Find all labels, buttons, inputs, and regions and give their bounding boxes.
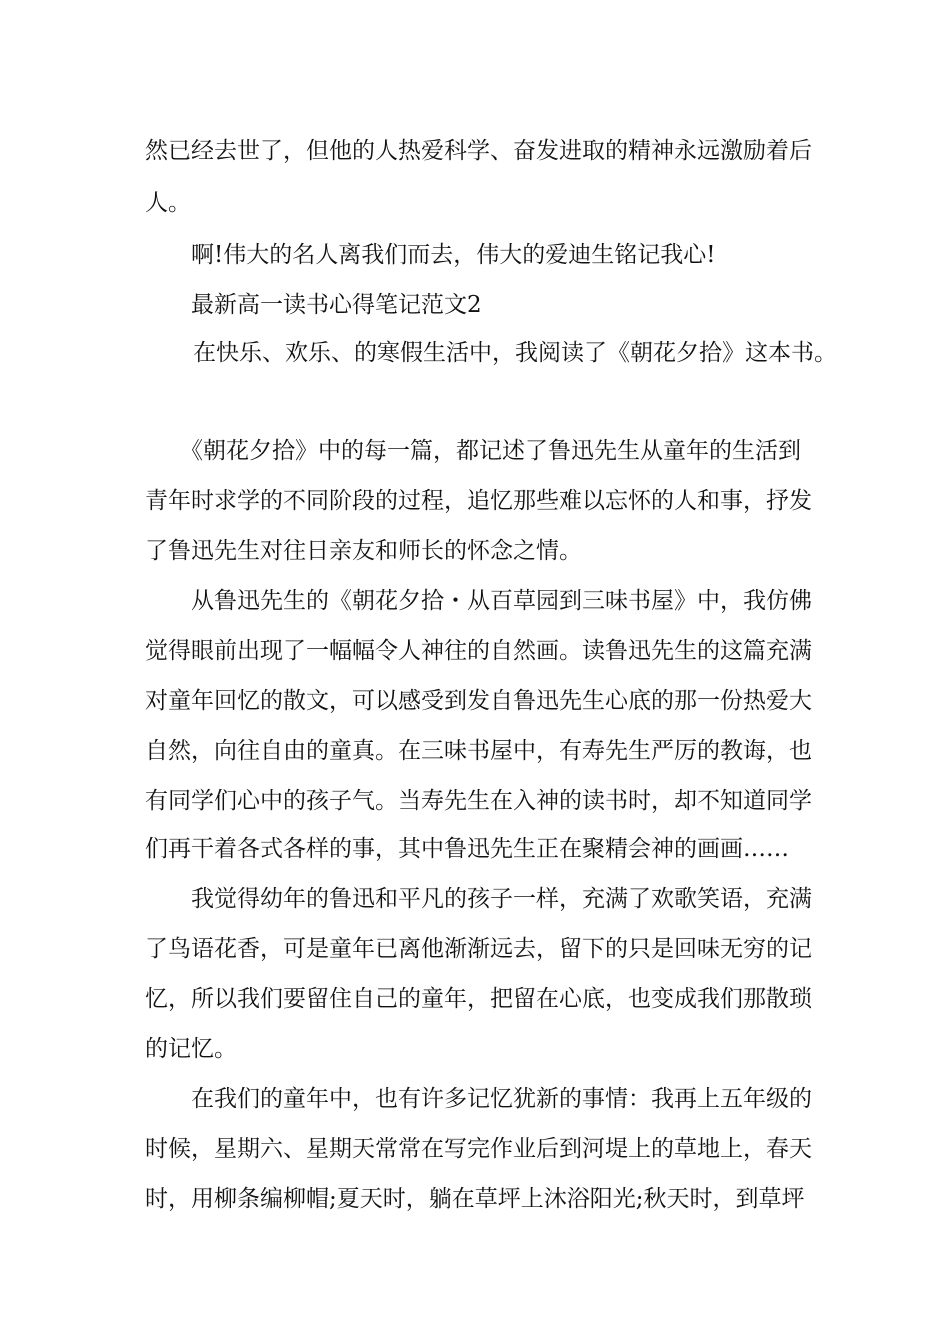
section-heading: 最新高一读书心得笔记范文2 [191,292,482,318]
text-line: 觉得眼前出现了一幅幅令人神往的自然画。读鲁迅先生的这篇充满 [145,638,812,664]
text-line: 忆，所以我们要留住自己的童年，把留在心底，也变成我们那散琐 [145,986,812,1012]
text-line: 的记忆。 [145,1036,237,1062]
text-line: 啊!伟大的名人离我们而去，伟大的爱迪生铭记我心! [191,242,716,268]
text-line: 了鸟语花香，可是童年已离他渐渐远去，留下的只是回味无穷的记 [145,936,812,962]
text-line: 从鲁迅先生的《朝花夕拾・从百草园到三味书屋》中，我仿佛 [191,588,812,614]
text-line: 有同学们心中的孩子气。当寿先生在入神的读书时，却不知道同学 [145,788,812,814]
text-line: 人。 [145,190,191,216]
text-line: 我觉得幼年的鲁迅和平凡的孩子一样，充满了欢歌笑语，充满 [191,886,812,912]
text-line: 青年时求学的不同阶段的过程，追忆那些难以忘怀的人和事，抒发 [145,488,812,514]
text-line: 对童年回忆的散文，可以感受到发自鲁迅先生心底的那一份热爱大 [145,688,812,714]
text-line: 了鲁迅先生对往日亲友和师长的怀念之情。 [145,538,582,564]
text-line: 自然，向往自由的童真。在三味书屋中，有寿先生严厉的教诲，也 [145,738,812,764]
text-line: 时候，星期六、星期天常常在写完作业后到河堤上的草地上，春天 [145,1136,812,1162]
text-line: 《朝花夕拾》中的每一篇，都记述了鲁迅先生从童年的生活到 [180,438,801,464]
text-line: 时，用柳条编柳帽;夏天时，躺在草坪上沐浴阳光;秋天时，到草坪 [145,1186,805,1212]
text-line: 然已经去世了，但他的人热爱科学、奋发进取的精神永远激励着后 [145,138,812,164]
text-line: 在我们的童年中，也有许多记忆犹新的事情：我再上五年级的 [191,1086,812,1112]
text-line: 们再干着各式各样的事，其中鲁迅先生正在聚精会神的画画…… [145,836,789,862]
text-line: 在快乐、欢乐、的寒假生活中，我阅读了《朝花夕拾》这本书。 [193,340,837,366]
